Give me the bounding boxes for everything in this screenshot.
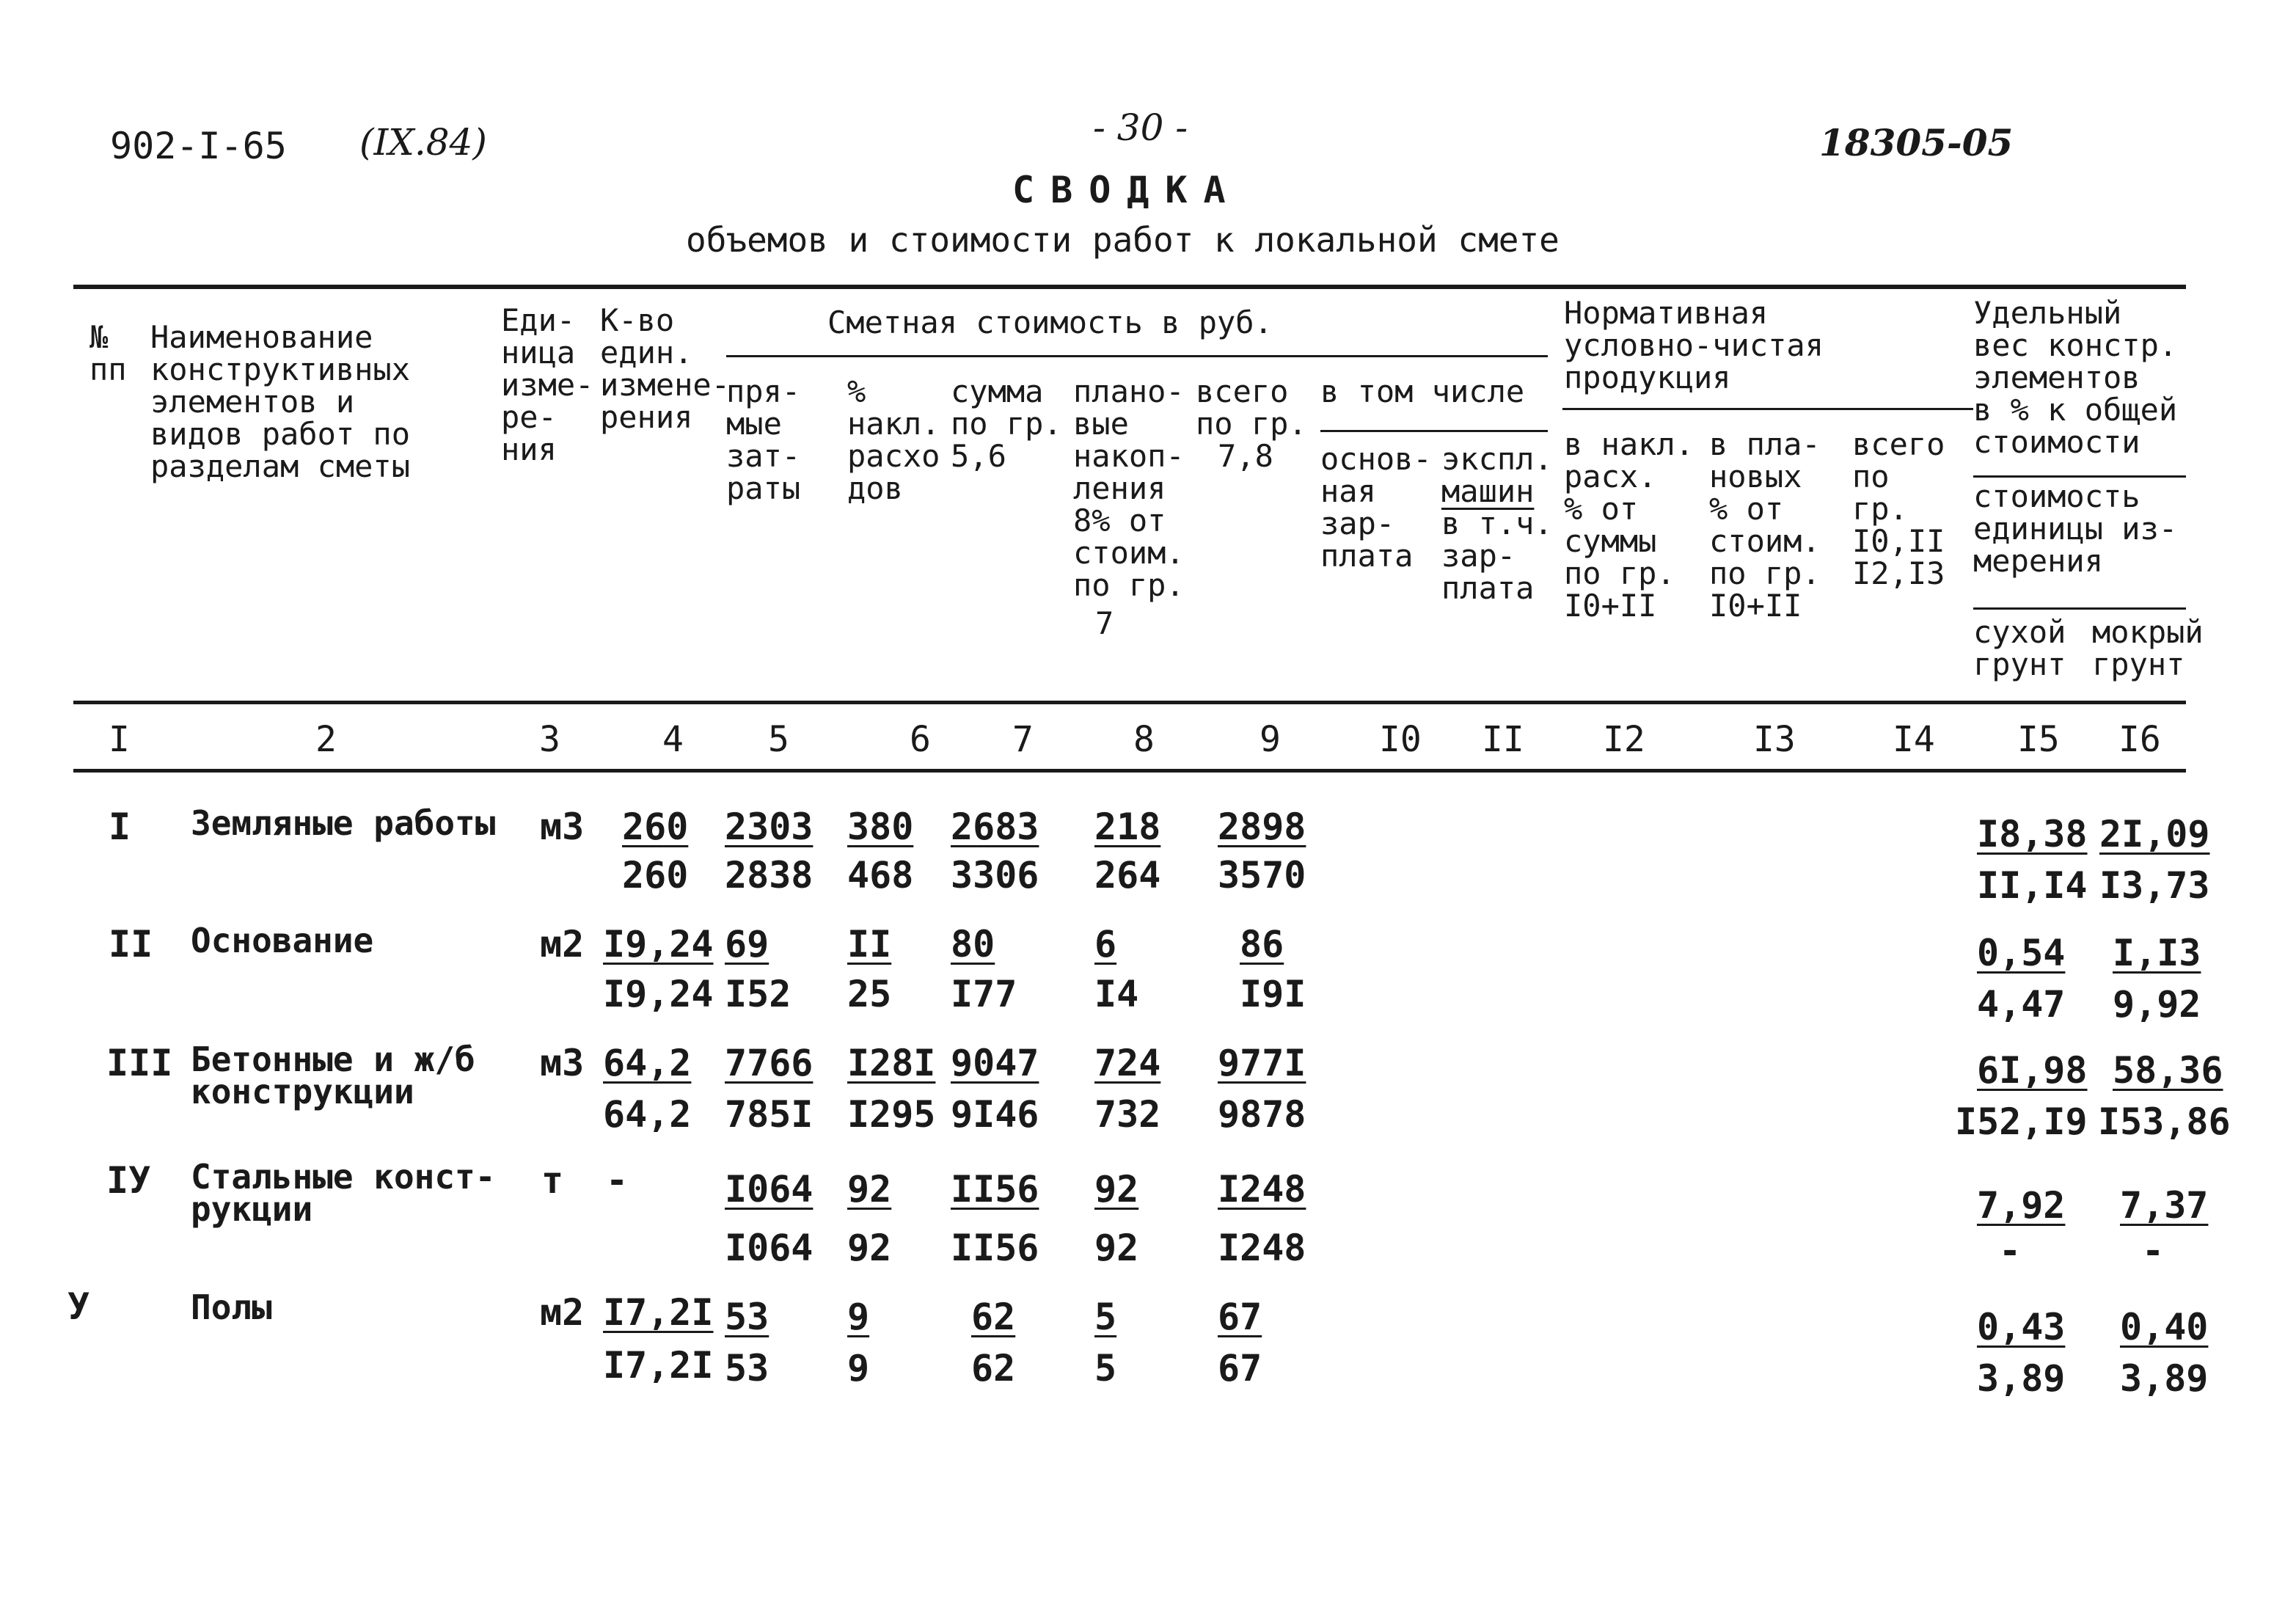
dry-top: 6I,98 <box>1977 1049 2088 1092</box>
total-bottom: 9878 <box>1218 1093 1306 1136</box>
row-unit: м2 <box>540 923 585 965</box>
col-number: 2 <box>315 719 337 760</box>
total-top: 2898 <box>1218 806 1306 848</box>
overhead-bottom: 92 <box>847 1227 892 1269</box>
wet-bottom: I53,86 <box>2098 1100 2231 1143</box>
sum-bottom: I77 <box>951 973 1017 1015</box>
wet-top: 2I,09 <box>2099 813 2210 855</box>
row-name: Земляные работы <box>191 803 496 843</box>
total-bottom: I9I <box>1240 973 1306 1015</box>
page-number: - 30 - <box>1093 106 1188 149</box>
overhead-bottom: 9 <box>847 1347 870 1390</box>
overhead-bottom: I295 <box>847 1093 936 1136</box>
wet-bottom: I3,73 <box>2099 864 2210 907</box>
normativnaya-header: Нормативная условно-чистая продукция <box>1564 295 1824 395</box>
row-unit: м3 <box>540 806 585 848</box>
row-number: У <box>67 1285 90 1328</box>
dry-bottom: 4,47 <box>1977 983 2066 1026</box>
wet-top: I,I3 <box>2113 932 2201 974</box>
sum-bottom: II56 <box>951 1227 1039 1269</box>
direct-bottom: 785I <box>725 1093 814 1136</box>
planned-top: 5 <box>1094 1296 1117 1338</box>
sum-top: 9047 <box>951 1042 1039 1084</box>
col-number: 9 <box>1259 719 1281 760</box>
total-top: I248 <box>1218 1168 1306 1211</box>
sum-top: 80 <box>951 923 995 965</box>
col-number: 4 <box>662 719 684 760</box>
qty-top: - <box>606 1159 629 1202</box>
col-header-5: пря- мые зат- раты <box>726 373 801 506</box>
dry-top: 0,43 <box>1977 1306 2066 1348</box>
planned-top: 218 <box>1094 806 1161 848</box>
qty-top: I9,24 <box>603 923 714 965</box>
col-header-7: сумма по гр. 5,6 <box>951 373 1062 474</box>
smetnaya-rule <box>726 355 1548 357</box>
col-number: 6 <box>910 719 931 760</box>
overhead-top: 9 <box>847 1296 870 1338</box>
col-header-14: всего по гр. I0,II I2,I3 <box>1852 426 1945 591</box>
direct-bottom: 2838 <box>725 854 814 897</box>
col-header-8: плано- вые накоп- ления 8% от стоим. по гр. 7 <box>1073 373 1185 641</box>
col-header-1: № пп <box>89 319 127 387</box>
col-header-13: в пла- новых % от стоим. по гр. I0+II <box>1709 426 1821 624</box>
planned-top: 6 <box>1094 923 1117 965</box>
row-unit: м3 <box>540 1042 585 1084</box>
header-bottom-rule <box>73 701 2186 704</box>
qty-top: I7,2I <box>603 1291 714 1334</box>
inventory-number: 18305-05 <box>1819 121 2014 164</box>
wet-bottom: - <box>2142 1230 2165 1272</box>
row-unit: м2 <box>540 1291 585 1334</box>
col-number: II <box>1482 719 1524 760</box>
wet-bottom: 9,92 <box>2113 983 2201 1026</box>
page-subtitle: объемов и стоимости работ к локальной смете <box>686 220 1560 260</box>
row-name: Бетонные и ж/б конструкции <box>191 1040 475 1111</box>
direct-bottom: I52 <box>725 973 791 1015</box>
wet-bottom: 3,89 <box>2120 1357 2209 1400</box>
stoimost-rule <box>1973 607 2186 610</box>
col-number: 7 <box>1012 719 1034 760</box>
qty-top: 260 <box>622 806 689 848</box>
planned-bottom: 5 <box>1094 1347 1117 1390</box>
planned-bottom: 264 <box>1094 854 1161 897</box>
col-header-15: сухой грунт <box>1973 614 2066 682</box>
wet-top: 7,37 <box>2120 1184 2209 1227</box>
udelny-rule <box>1973 475 2186 478</box>
total-top: 977I <box>1218 1042 1306 1084</box>
overhead-top: 92 <box>847 1168 892 1211</box>
planned-bottom: 92 <box>1094 1227 1139 1269</box>
planned-top: 724 <box>1094 1042 1161 1084</box>
wet-top: 0,40 <box>2120 1306 2209 1348</box>
table-top-rule <box>73 285 2186 289</box>
col-number: 5 <box>768 719 789 760</box>
col-number: 3 <box>539 719 560 760</box>
stoimost-edinitsy-header: стоимость единицы из- мерения <box>1973 478 2178 579</box>
col-number: I6 <box>2118 719 2161 760</box>
direct-top: 2303 <box>725 806 814 848</box>
col-number: I3 <box>1753 719 1796 760</box>
column-numbers-rule <box>73 769 2186 773</box>
col-number: I4 <box>1893 719 1935 760</box>
total-top: 86 <box>1240 923 1284 965</box>
page-title: СВОДКА <box>1012 169 1242 211</box>
total-top: 67 <box>1218 1296 1262 1338</box>
col-header-2: Наименование конструктивных элементов и видов работ по разделам сметы <box>150 319 411 484</box>
overhead-top: II <box>847 923 892 965</box>
dry-top: 7,92 <box>1977 1184 2066 1227</box>
direct-bottom: 53 <box>725 1347 769 1390</box>
dry-top: I8,38 <box>1977 813 2088 855</box>
col-header-16: мокрый грунт <box>2092 614 2204 682</box>
col-header-9: всего по гр. 7,8 <box>1196 373 1307 474</box>
doc-date: (IX.84) <box>359 121 487 164</box>
col-number: I <box>109 719 130 760</box>
dry-bottom: - <box>1999 1230 2022 1272</box>
overhead-bottom: 468 <box>847 854 914 897</box>
col-header-11: экспл. машин в т.ч. зар- плата <box>1441 441 1553 606</box>
v-tom-chisle-header: в том числе <box>1320 373 1525 409</box>
dry-bottom: I52,I9 <box>1955 1100 2088 1143</box>
qty-bottom: I7,2I <box>603 1344 714 1387</box>
row-number: II <box>109 923 153 965</box>
row-name: Стальные конст- рукции <box>191 1157 496 1229</box>
sum-top: II56 <box>951 1168 1039 1211</box>
planned-bottom: 732 <box>1094 1093 1161 1136</box>
total-bottom: 3570 <box>1218 854 1306 897</box>
row-unit: т <box>541 1159 564 1202</box>
sum-top: 2683 <box>951 806 1039 848</box>
qty-bottom: 260 <box>622 854 689 897</box>
col-header-10: основ- ная зар- плата <box>1320 441 1432 574</box>
qty-bottom: I9,24 <box>603 973 714 1015</box>
row-number: IУ <box>106 1159 151 1202</box>
smetnaya-header: Сметная стоимость в руб. <box>827 304 1273 340</box>
planned-top: 92 <box>1094 1168 1139 1211</box>
normativnaya-rule <box>1562 408 1973 410</box>
col-number: I2 <box>1603 719 1645 760</box>
direct-top: 69 <box>725 923 769 965</box>
direct-top: 53 <box>725 1296 769 1338</box>
overhead-bottom: 25 <box>847 973 892 1015</box>
sum-bottom: 9I46 <box>951 1093 1039 1136</box>
sum-bottom: 62 <box>971 1347 1016 1390</box>
row-name: Полы <box>191 1288 272 1327</box>
dry-bottom: 3,89 <box>1977 1357 2066 1400</box>
direct-top: 7766 <box>725 1042 814 1084</box>
wet-top: 58,36 <box>2113 1049 2223 1092</box>
overhead-top: 380 <box>847 806 914 848</box>
dry-bottom: II,I4 <box>1977 864 2088 907</box>
col-header-3: Еди- ница изме- ре- ния <box>501 302 594 467</box>
direct-top: I064 <box>725 1168 814 1211</box>
row-number: I <box>109 806 131 848</box>
col-header-6: % накл. расхо дов <box>847 373 940 506</box>
overhead-top: I28I <box>847 1042 936 1084</box>
row-name: Основание <box>191 921 374 960</box>
planned-bottom: I4 <box>1094 973 1139 1015</box>
col-header-12: в накл. расх. % от суммы по гр. I0+II <box>1564 426 1694 624</box>
col-number: I5 <box>2017 719 2060 760</box>
v-tom-chisle-rule <box>1320 430 1548 432</box>
doc-code: 902-I-65 <box>110 125 287 167</box>
sum-top: 62 <box>971 1296 1016 1338</box>
total-bottom: 67 <box>1218 1347 1262 1390</box>
udelny-header: Удельный вес констр. элементов в % к общей стоимости <box>1973 295 2178 460</box>
col-header-4: К-во един. измене- рения <box>600 302 731 435</box>
sum-bottom: 3306 <box>951 854 1039 897</box>
dry-top: 0,54 <box>1977 932 2066 974</box>
direct-bottom: I064 <box>725 1227 814 1269</box>
qty-top: 64,2 <box>603 1042 692 1084</box>
col-number: 8 <box>1133 719 1155 760</box>
total-bottom: I248 <box>1218 1227 1306 1269</box>
col-number: I0 <box>1379 719 1422 760</box>
qty-bottom: 64,2 <box>603 1093 692 1136</box>
row-number: III <box>106 1042 173 1084</box>
